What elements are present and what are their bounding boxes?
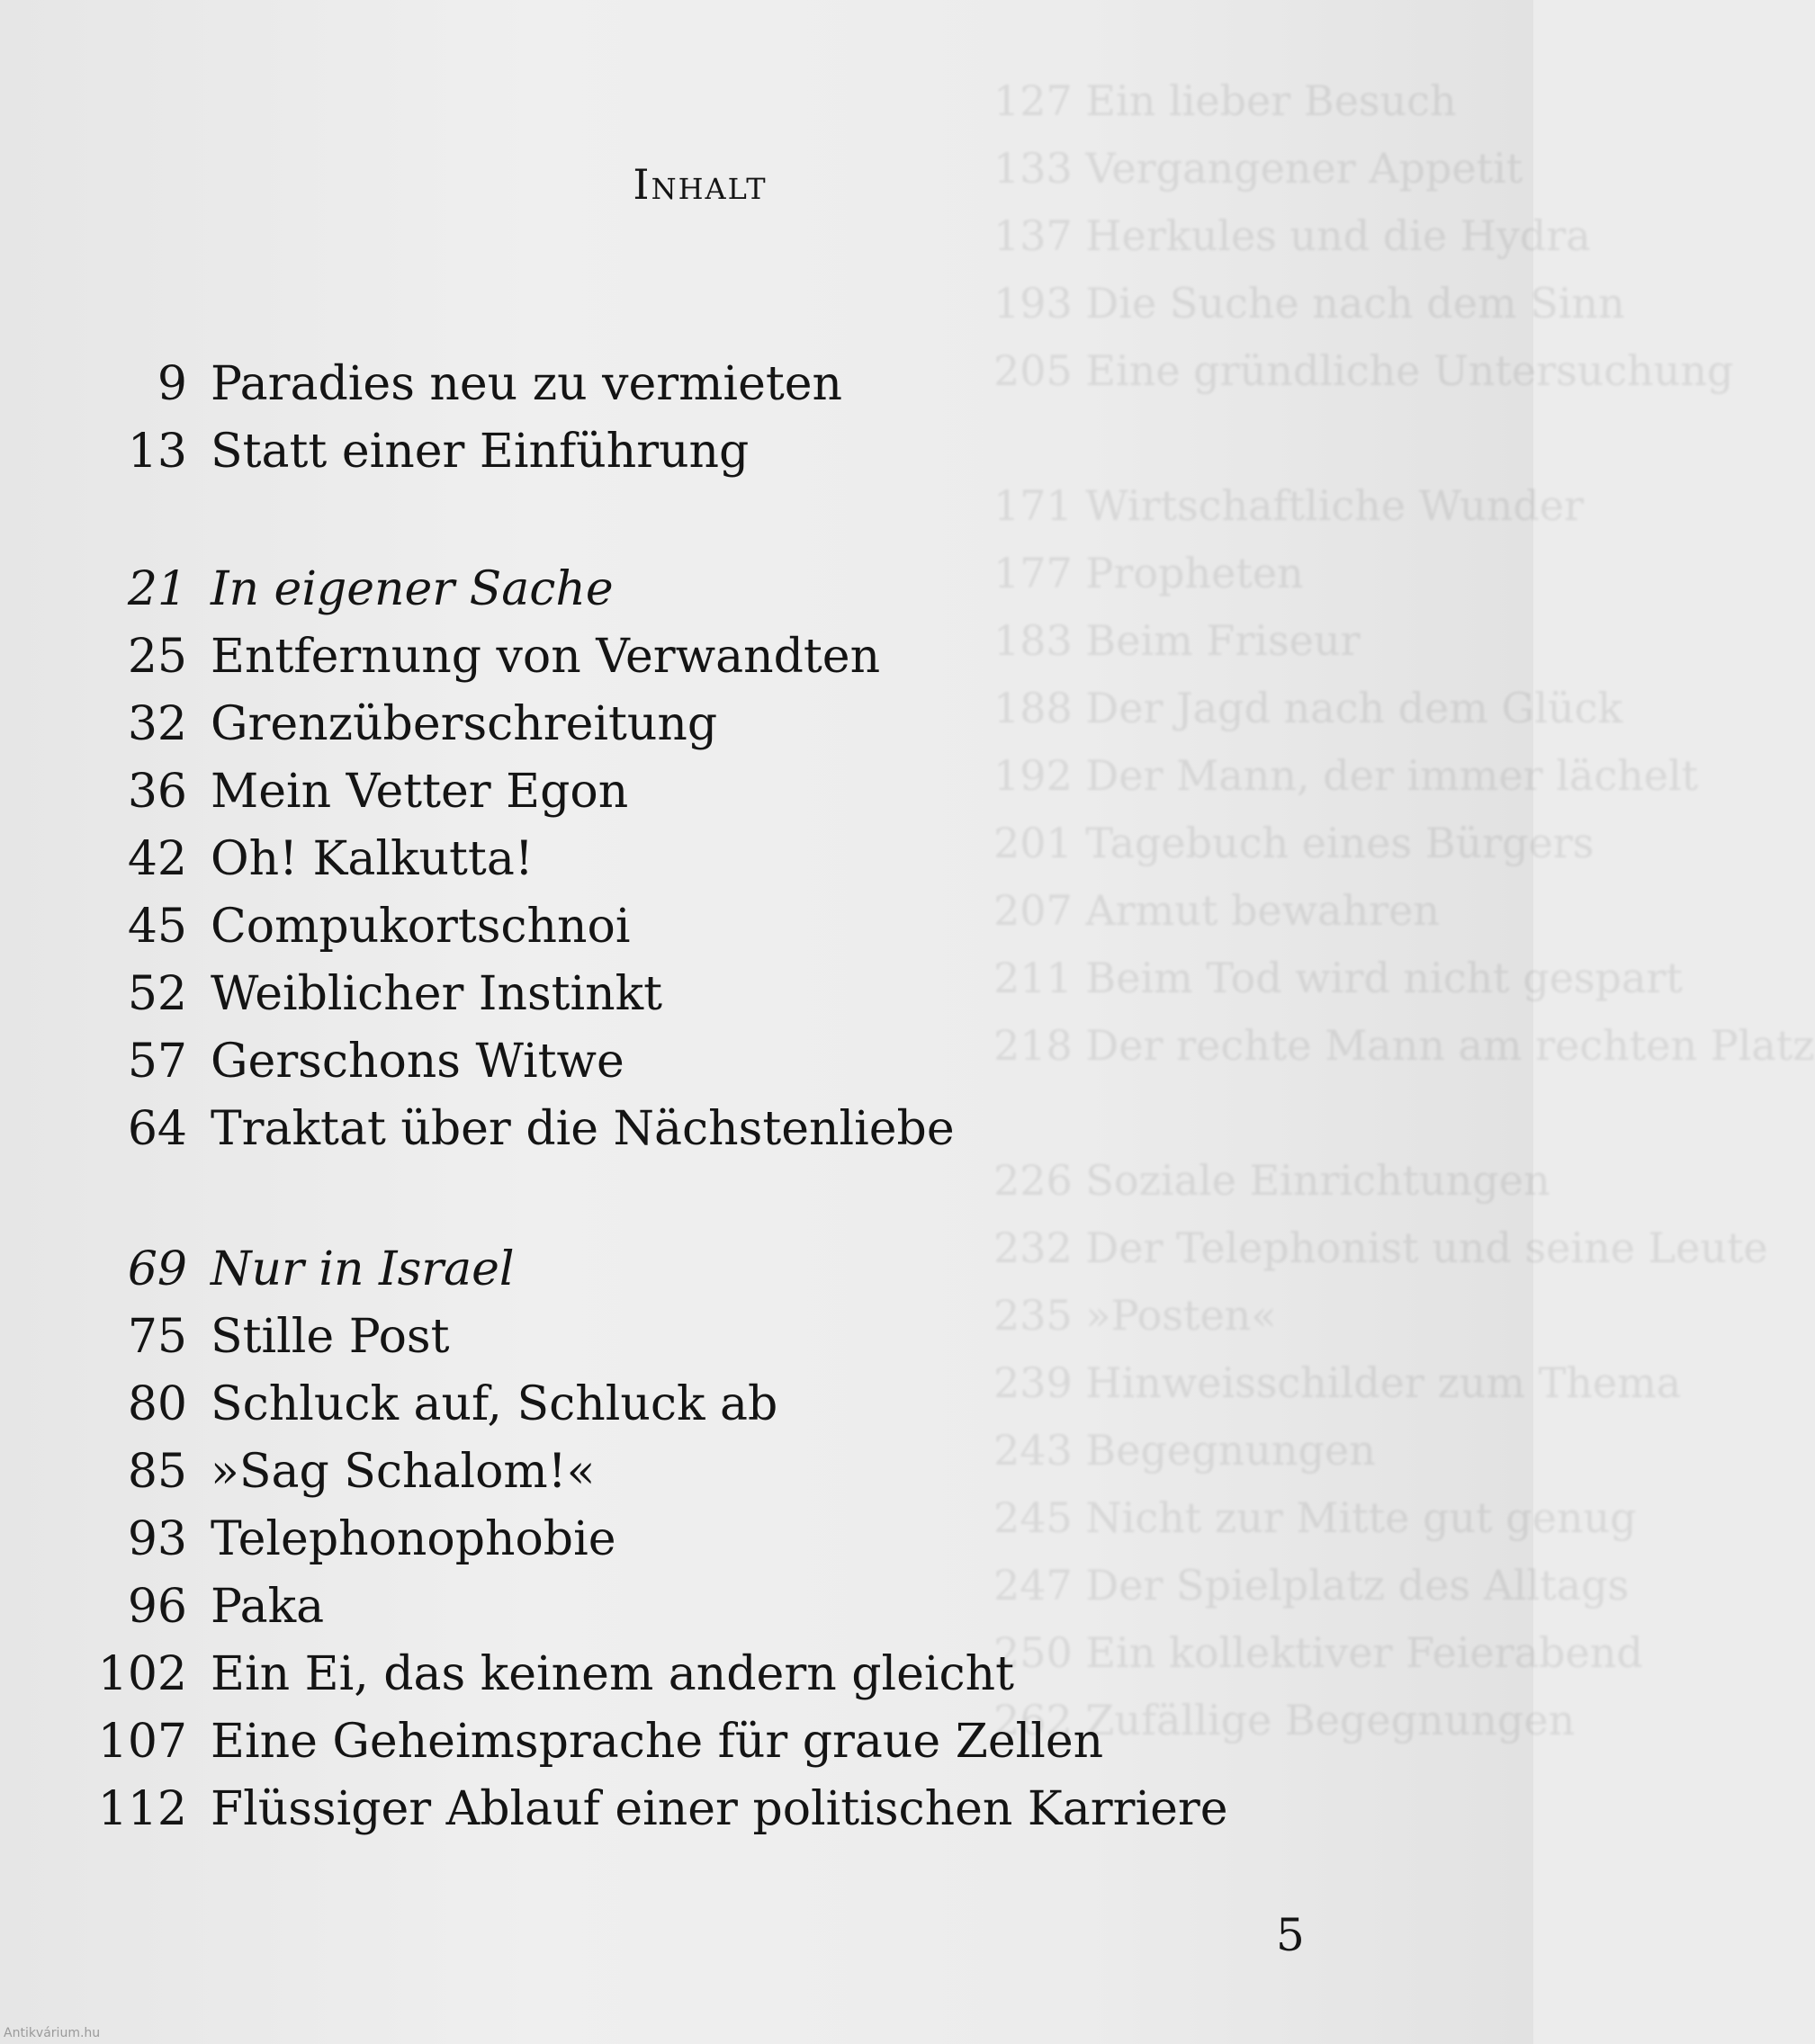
toc-entry-title: Paradies neu zu vermieten <box>211 357 842 411</box>
toc-entry-title: »Sag Schalom!« <box>211 1445 596 1499</box>
toc-entry <box>0 1028 1350 1096</box>
toc-entry <box>0 1506 1350 1573</box>
toc-entry <box>0 893 1350 961</box>
toc-page-number: 75 <box>127 1310 187 1364</box>
toc-page-number: 85 <box>127 1445 187 1499</box>
page-number: 5 <box>1276 1909 1305 1961</box>
toc-entry-title: Mein Vetter Egon <box>211 765 629 819</box>
toc-entry-title: Flüssiger Ablauf einer politischen Karriere <box>211 1782 1228 1836</box>
toc-page-number: 52 <box>127 967 187 1021</box>
toc-entry-title: Schluck auf, Schluck ab <box>211 1377 778 1431</box>
toc-page-number: 42 <box>127 832 187 886</box>
toc-entry-title: Compukortschnoi <box>211 900 631 954</box>
toc-entry <box>0 1371 1350 1439</box>
toc-page-number: 9 <box>157 357 187 411</box>
toc-page-number: 64 <box>127 1102 187 1156</box>
toc-page-number: 93 <box>127 1512 187 1566</box>
toc-page-number: 112 <box>97 1782 187 1836</box>
toc-page-number: 107 <box>97 1715 187 1769</box>
toc-page-number: 57 <box>127 1035 187 1089</box>
toc-entry-title: Paka <box>211 1580 325 1634</box>
toc-page-number: 102 <box>97 1647 187 1701</box>
toc-entry-title: Oh! Kalkutta! <box>211 832 534 886</box>
toc-entry-title: Ein Ei, das keinem andern gleicht <box>211 1647 1015 1701</box>
toc-entry-title: Weiblicher Instinkt <box>211 967 663 1021</box>
toc-entry-title: Statt einer Einführung <box>211 425 750 479</box>
toc-page-number: 13 <box>127 425 187 479</box>
toc-entry <box>0 1776 1350 1843</box>
toc-entry <box>0 826 1350 893</box>
toc-entry <box>0 758 1350 826</box>
toc-page-number: 45 <box>127 900 187 954</box>
watermark: Antikvárium.hu <box>4 2026 101 2040</box>
toc-entry <box>0 1439 1350 1506</box>
toc-page-number: 36 <box>127 765 187 819</box>
toc-entry <box>0 1641 1350 1708</box>
toc-page-number: 96 <box>127 1580 187 1634</box>
toc-entry <box>0 1096 1350 1163</box>
toc-entry-title: Grenzüberschreitung <box>211 697 718 751</box>
toc-entry <box>0 418 1350 486</box>
toc-entry <box>0 351 1350 418</box>
toc-page-number: 69 <box>127 1242 187 1296</box>
toc-entry <box>0 623 1350 691</box>
toc-section-title: Nur in Israel <box>211 1242 515 1296</box>
toc-entry-title: Entfernung von Verwandten <box>211 630 881 684</box>
page-title: Inhalt <box>633 160 768 209</box>
toc-section-heading <box>0 1236 1350 1304</box>
toc-entry <box>0 961 1350 1028</box>
toc-page-number: 80 <box>127 1377 187 1431</box>
toc-page-number: 32 <box>127 697 187 751</box>
toc-entry <box>0 1573 1350 1641</box>
toc-entry-title: Traktat über die Nächstenliebe <box>211 1102 955 1156</box>
toc-section-title: In eigener Sache <box>211 562 614 616</box>
toc-section-heading <box>0 556 1350 623</box>
toc-entry-title: Telephonophobie <box>211 1512 616 1566</box>
toc-entry <box>0 691 1350 758</box>
toc-entry <box>0 1304 1350 1371</box>
toc-page-number: 25 <box>127 630 187 684</box>
bleed-through-text: 127 Ein lieber Besuch 133 Vergangener Appetit 137 Herkules und die Hydra 193 Die Suche nach dem Sinn 205 Eine gründliche Untersuchung 171 Wirtschaftliche Wunder 177 Propheten 183 Beim Friseur 188 Der Jagd nach dem Glück 192 Der Mann, der immer lächelt 201 Tagebuch eines Bürgers 207 Armut bewahren 211 Beim Tod wird nicht gespart 218 Der rechte Mann am rechten Platz 226 Soziale Einrichtungen 232 Der Telephonist und seine Leute 235 »Posten« 239 Hinweisschilder zum Thema 243 Begegnungen 245 Nicht zur Mitte gut genug 247 Der Spielplatz des Alltags 250 Ein kollektiver Feierabend 262 Zufällige Begegnungen <box>993 76 1815 1744</box>
toc-entry-title: Gerschons Witwe <box>211 1035 624 1089</box>
toc-entry-title: Eine Geheimsprache für graue Zellen <box>211 1715 1104 1769</box>
toc-entry-title: Stille Post <box>211 1310 450 1364</box>
toc-page-number: 21 <box>127 562 187 616</box>
toc-entry <box>0 1708 1350 1776</box>
